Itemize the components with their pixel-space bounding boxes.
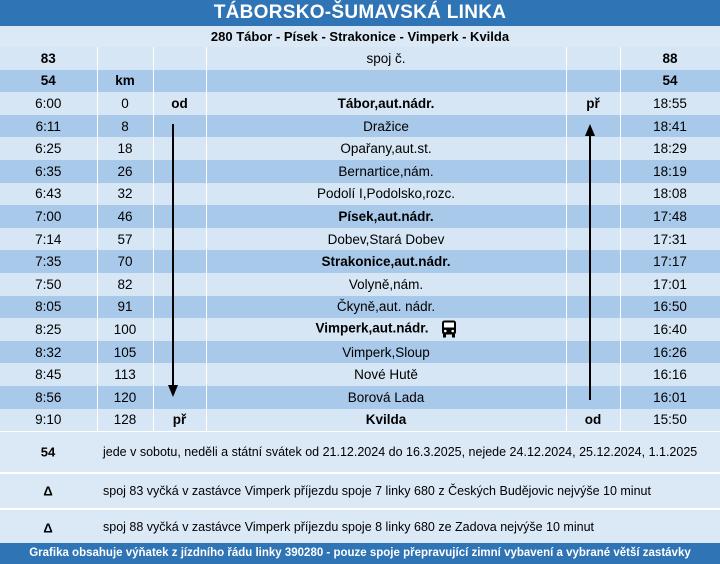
header-label: spoj č. — [206, 47, 566, 70]
departure-time: 7:14 — [0, 228, 97, 251]
mark-back: př — [566, 92, 620, 115]
stop-name-label: Kvilda — [365, 412, 407, 428]
note-row — [0, 510, 720, 547]
distance-km: 113 — [97, 363, 153, 386]
connection-number-out: 54 — [0, 70, 97, 93]
table-row — [0, 363, 720, 386]
distance-km: 57 — [97, 228, 153, 251]
table-row — [0, 341, 720, 364]
departure-time: 8:45 — [0, 363, 97, 386]
stop-name — [206, 341, 566, 364]
stop-name — [206, 250, 566, 273]
arrow-down-icon — [166, 124, 180, 398]
departure-time: 6:43 — [0, 183, 97, 206]
departure-time: 7:50 — [0, 273, 97, 296]
table-row — [0, 318, 720, 341]
departure-time: 8:56 — [0, 386, 97, 409]
distance-km: 91 — [97, 296, 153, 319]
stop-name — [206, 205, 566, 228]
distance-km: 105 — [97, 341, 153, 364]
mark-back — [566, 70, 620, 93]
distance-km: 82 — [97, 273, 153, 296]
return-time: 16:40 — [620, 318, 720, 341]
stop-name — [206, 115, 566, 138]
table-row — [0, 115, 720, 138]
return-time: 17:17 — [620, 250, 720, 273]
distance-km: 70 — [97, 250, 153, 273]
distance-km: 26 — [97, 160, 153, 183]
mark-back: od — [566, 409, 620, 432]
line-subtitle: 280 Tábor - Písek - Strakonice - Vimperk - Kvilda — [0, 26, 720, 47]
mark-out: př — [153, 409, 206, 432]
return-time: 17:01 — [620, 273, 720, 296]
distance-km: 46 — [97, 205, 153, 228]
stop-name-label: Bernartice,nám. — [338, 163, 434, 179]
departure-time: 8:05 — [0, 296, 97, 319]
stop-name-label: Písek,aut.nádr. — [338, 208, 434, 224]
note-row — [0, 474, 720, 510]
stop-name-label: Nové Hutě — [354, 367, 418, 383]
return-time: 17:31 — [620, 228, 720, 251]
departure-time: 7:35 — [0, 250, 97, 273]
note-code: Δ — [43, 483, 53, 499]
departure-time: 9:10 — [0, 409, 97, 432]
bus-icon — [441, 320, 457, 338]
return-time: 18:41 — [620, 115, 720, 138]
distance-km: 100 — [97, 318, 153, 341]
arrow-up-icon — [583, 124, 597, 400]
stop-name-label: Tábor,aut.nádr. — [337, 95, 435, 111]
departure-time: 6:00 — [0, 92, 97, 115]
timetable — [0, 47, 720, 431]
note-code: 54 — [40, 444, 56, 460]
note-text: jede v sobotu, neděli a státní svátek od 21.12.2024 do 16.3.2025, nejede 24.12.2024, 25.12.2024, 1.1.2025 — [103, 444, 698, 459]
table-row — [0, 273, 720, 296]
mark-back — [566, 47, 620, 70]
stop-name-label: Vimperk,Sloup — [342, 344, 430, 360]
departure-time: 6:11 — [0, 115, 97, 138]
note-text: spoj 83 vyčká v zastávce Vimperk příjezdu spoje 7 linky 680 z Českých Budějovic nejvýše 10 minut — [103, 483, 651, 498]
header-label — [206, 70, 566, 93]
stop-name — [206, 137, 566, 160]
table-row — [0, 386, 720, 409]
table-row — [0, 228, 720, 251]
table-row — [0, 205, 720, 228]
table-row — [0, 296, 720, 319]
note-code: Δ — [43, 520, 53, 535]
return-time: 18:19 — [620, 160, 720, 183]
table-row — [0, 250, 720, 273]
stop-name — [206, 363, 566, 386]
stop-name — [206, 296, 566, 319]
stop-name-label: Opařany,aut.st. — [340, 141, 432, 157]
departure-time: 6:25 — [0, 137, 97, 160]
connection-number-back: 54 — [620, 70, 720, 93]
stop-name — [206, 228, 566, 251]
return-time: 16:16 — [620, 363, 720, 386]
distance-km: 0 — [97, 92, 153, 115]
distance-km: 128 — [97, 409, 153, 432]
stop-name-label: Vimperk,aut.nádr. — [315, 320, 429, 336]
distance-km: 120 — [97, 386, 153, 409]
stop-name — [206, 386, 566, 409]
distance-km: 8 — [97, 115, 153, 138]
notes-section — [0, 432, 720, 547]
km-header — [97, 47, 153, 70]
stop-name — [206, 92, 566, 115]
timetable-title: TÁBORSKO-ŠUMAVSKÁ LINKA — [0, 0, 720, 26]
stop-name-label: Volyně,nám. — [348, 276, 424, 292]
table-row — [0, 409, 720, 432]
stop-name — [206, 318, 566, 341]
distance-km: 18 — [97, 137, 153, 160]
mark-out — [153, 47, 206, 70]
stop-name-label: Borová Lada — [347, 389, 425, 405]
departure-time: 7:00 — [0, 205, 97, 228]
mark-out — [153, 70, 206, 93]
return-time: 18:08 — [620, 183, 720, 206]
return-time: 15:50 — [620, 409, 720, 432]
stop-name — [206, 409, 566, 432]
stop-name — [206, 273, 566, 296]
table-row — [0, 137, 720, 160]
stop-name-label: Čkyně,aut. nádr. — [336, 299, 436, 315]
connection-number-out: 83 — [0, 47, 97, 70]
return-time: 17:48 — [620, 205, 720, 228]
departure-time: 6:35 — [0, 160, 97, 183]
return-time: 18:29 — [620, 137, 720, 160]
return-time: 16:01 — [620, 386, 720, 409]
return-time: 16:26 — [620, 341, 720, 364]
mark-out: od — [153, 92, 206, 115]
return-time: 16:50 — [620, 296, 720, 319]
distance-km: 32 — [97, 183, 153, 206]
header-row — [0, 70, 720, 93]
note-text: spoj 88 vyčká v zastávce Vimperk příjezdu spoje 8 linky 680 ze Zadova nejvýše 10 minut — [103, 520, 594, 534]
stop-name-label: Strakonice,aut.nádr. — [321, 254, 451, 270]
footer-note: Grafika obsahuje výňatek z jízdního řádu linky 390280 - pouze spoje přepravující zimní vybavení a vybrané větší zastávky — [0, 543, 720, 564]
stop-name — [206, 160, 566, 183]
table-row — [0, 160, 720, 183]
stop-name-label: Podolí I,Podolsko,rozc. — [316, 186, 456, 202]
note-row — [0, 432, 720, 474]
departure-time: 8:32 — [0, 341, 97, 364]
km-header: km — [97, 70, 153, 93]
stop-name-label: Dražice — [363, 118, 409, 134]
stop-name — [206, 183, 566, 206]
departure-time: 8:25 — [0, 318, 97, 341]
table-row — [0, 183, 720, 206]
header-row — [0, 47, 720, 70]
connection-number-back: 88 — [620, 47, 720, 70]
return-time: 18:55 — [620, 92, 720, 115]
table-row — [0, 92, 720, 115]
stop-name-label: Dobev,Stará Dobev — [327, 231, 445, 247]
